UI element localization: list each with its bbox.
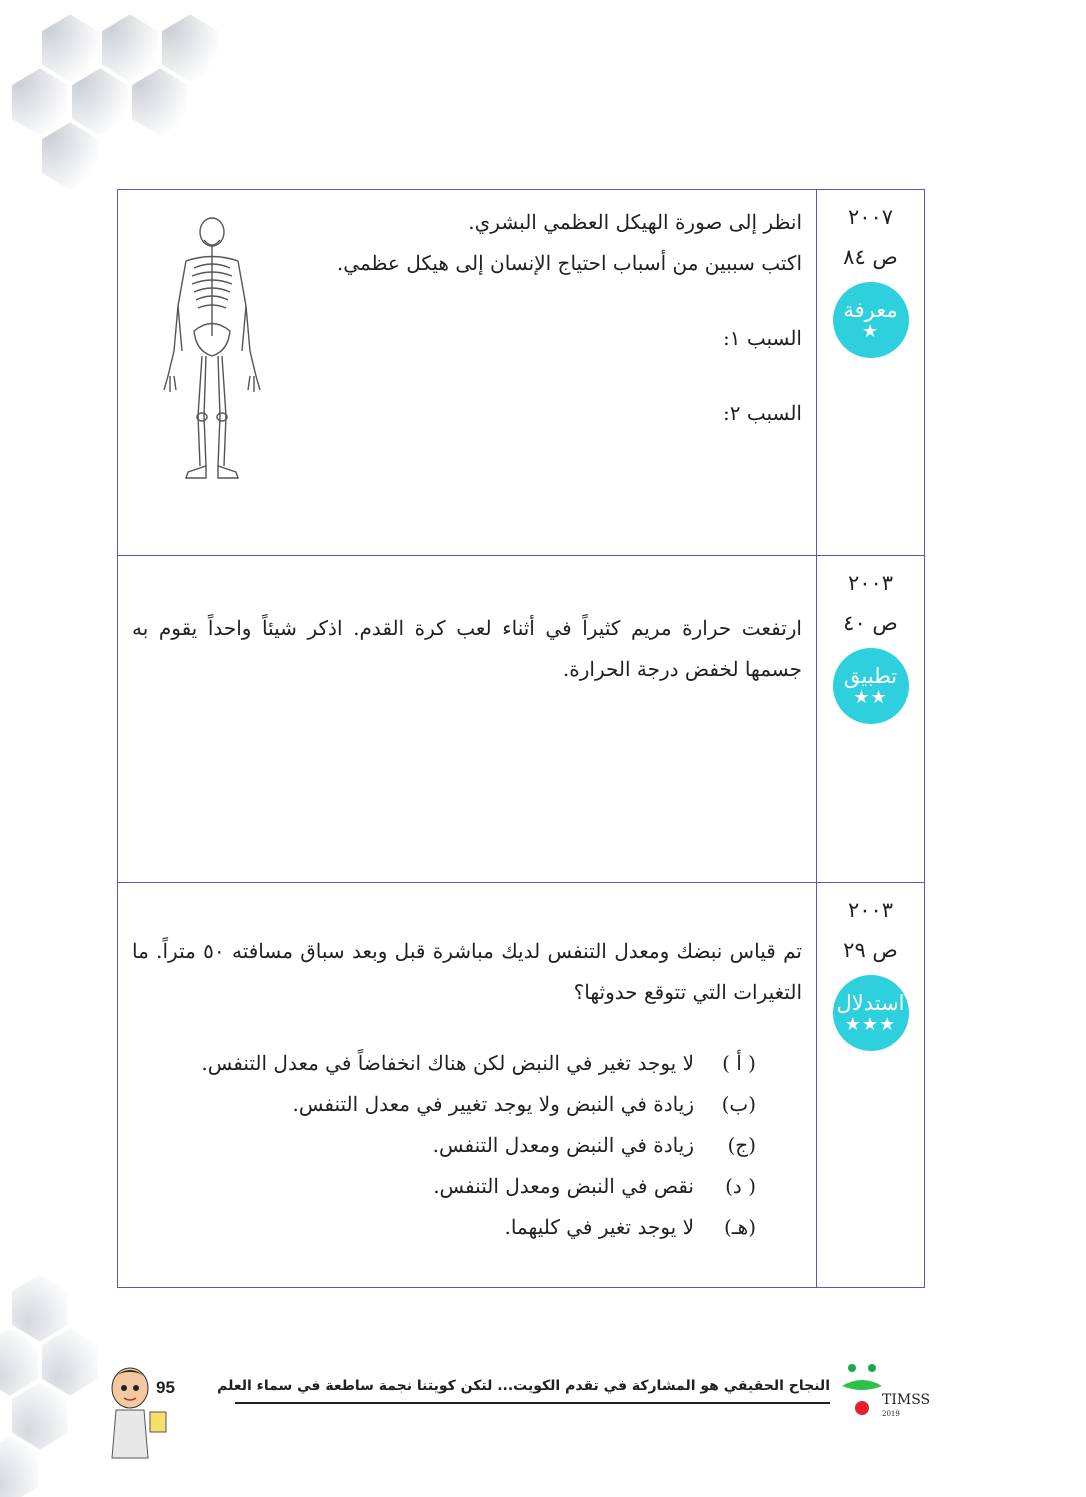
answer-options xyxy=(118,1043,816,1248)
question-text: تم قياس نبضك ومعدل التنفس لديك مباشرة قبل وبعد سباق مسافته ٥٠ متراً. ما التغيرات التي تتوقع حدوثها؟ xyxy=(132,939,802,1004)
level-badge-reasoning xyxy=(833,975,909,1051)
questions-table xyxy=(117,189,925,1288)
level-badge-application xyxy=(833,648,909,724)
question-row-3 xyxy=(118,883,925,1288)
question-year: ٢٠٠٣ xyxy=(847,898,894,922)
reason-1-label: السبب ١: xyxy=(722,326,802,350)
star-icon: ★★★ xyxy=(844,1014,897,1035)
question-row-1 xyxy=(118,190,925,556)
question-content-3 xyxy=(118,883,817,1288)
option-label: (ج) xyxy=(727,1133,756,1157)
question-content-1 xyxy=(118,190,817,556)
question-line: اكتب سببين من أسباب احتياج الإنسان إلى هيكل عظمي. xyxy=(336,251,802,275)
option-label: ( أ ) xyxy=(722,1051,756,1075)
answer-option[interactable] xyxy=(118,1125,756,1166)
option-label: (هـ) xyxy=(723,1215,756,1239)
question-meta-3 xyxy=(817,883,925,1288)
question-page: ص ٢٩ xyxy=(843,938,898,962)
question-row-2 xyxy=(118,556,925,883)
answer-option[interactable] xyxy=(118,1207,756,1248)
footer-divider xyxy=(235,1402,830,1404)
question-meta-1 xyxy=(817,190,925,556)
question-year: ٢٠٠٧ xyxy=(847,205,894,229)
star-icon: ★★ xyxy=(853,687,888,708)
human-skeleton-image xyxy=(156,216,268,486)
student-mascot-image xyxy=(104,1360,178,1460)
option-text: لا يوجد تغير في كليهما. xyxy=(504,1215,694,1239)
option-label: (ب) xyxy=(721,1092,756,1116)
question-line: انظر إلى صورة الهيكل العظمي البشري. xyxy=(468,210,802,234)
answer-option[interactable] xyxy=(118,1084,756,1125)
answer-option[interactable] xyxy=(118,1166,756,1207)
option-text: زيادة في النبض ومعدل التنفس. xyxy=(432,1133,694,1157)
timss-logo-year: 2019 xyxy=(882,1410,900,1418)
option-label: ( د) xyxy=(725,1174,756,1198)
question-text: ارتفعت حرارة مريم كثيراً في أثناء لعب كرة القدم. اذكر شيئاً واحداً يقوم به جسمها لخفض درجة الحرارة. xyxy=(132,616,802,681)
question-content-2 xyxy=(118,556,817,883)
question-year: ٢٠٠٣ xyxy=(847,571,894,595)
level-badge-knowledge xyxy=(833,282,909,358)
reason-2-label: السبب ٢: xyxy=(722,401,802,425)
option-text: زيادة في النبض ولا يوجد تغيير في معدل التنفس. xyxy=(292,1092,694,1116)
badge-label: معرفة xyxy=(843,298,898,322)
hexagon-pattern-top xyxy=(0,0,300,200)
question-page: ص ٨٤ xyxy=(843,245,898,269)
footer-slogan: النجاح الحقيقي هو المشاركة في تقدم الكويت... لتكن كويتنا نجمة ساطعة في سماء العلم xyxy=(217,1378,830,1394)
badge-label: تطبيق xyxy=(843,664,898,688)
page-number: 95 xyxy=(156,1378,175,1397)
option-text: لا يوجد تغير في النبض لكن هناك انخفاضاً في معدل التنفس. xyxy=(201,1051,694,1075)
badge-label: استدلال xyxy=(836,991,905,1015)
timss-logo-text: TIMSS xyxy=(882,1392,931,1408)
star-icon: ★ xyxy=(861,321,880,342)
answer-option[interactable] xyxy=(118,1043,756,1084)
question-meta-2 xyxy=(817,556,925,883)
option-text: نقص في النبض ومعدل التنفس. xyxy=(433,1174,694,1198)
question-page: ص ٤٠ xyxy=(843,611,898,635)
